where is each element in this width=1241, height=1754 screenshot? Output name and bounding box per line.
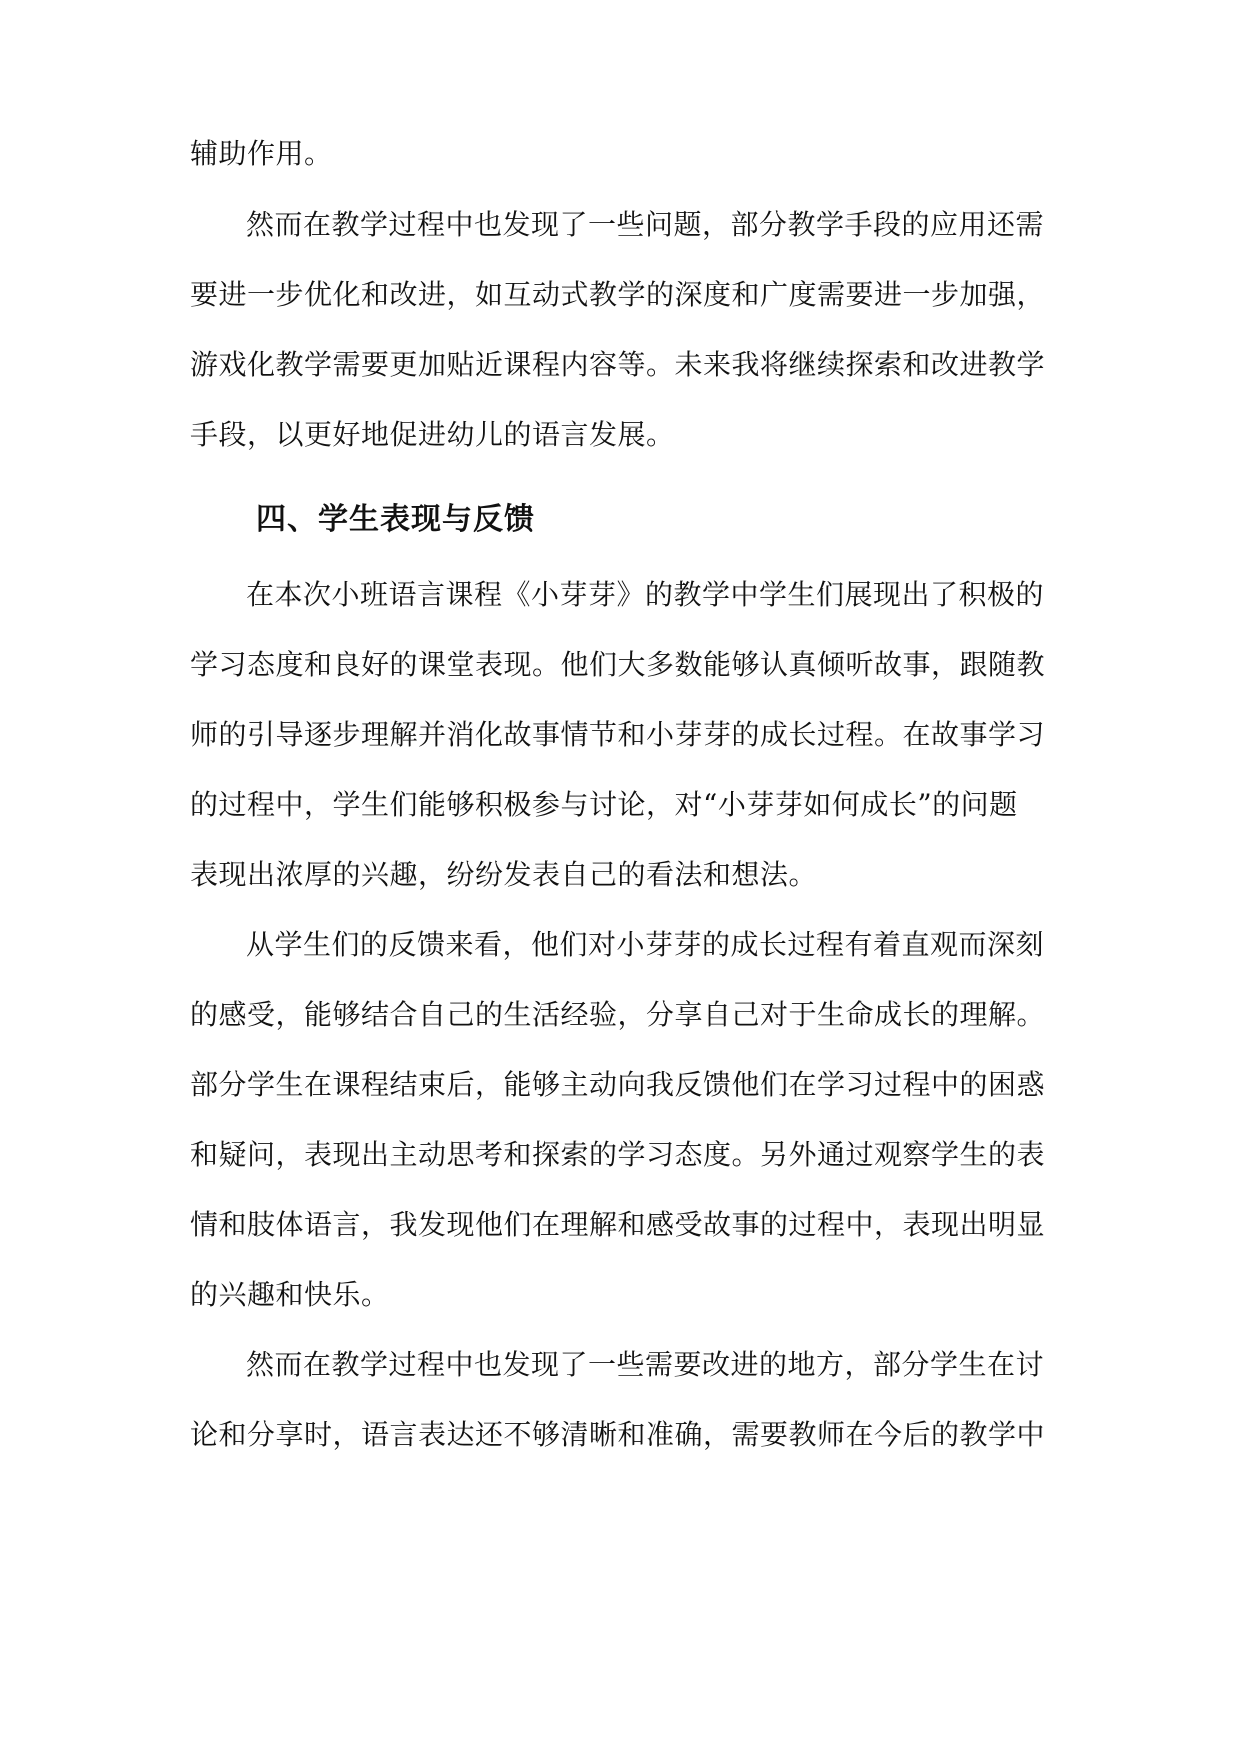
paragraph-line: 从学生们的反馈来看，他们对小芽芽的成长过程有着直观而深刻 xyxy=(246,928,1045,961)
paragraph-line: 师的引导逐步理解并消化故事情节和小芽芽的成长过程。在故事学习 xyxy=(190,718,1046,751)
paragraph-line: 辅助作用。 xyxy=(190,137,333,170)
paragraph-line: 然而在教学过程中也发现了一些问题，部分教学手段的应用还需 xyxy=(246,208,1045,241)
paragraph-line: 的过程中，学生们能够积极参与讨论，对“小芽芽如何成长”的问题 xyxy=(190,788,1018,821)
paragraph-line: 游戏化教学需要更加贴近课程内容等。未来我将继续探索和改进教学 xyxy=(190,348,1046,381)
paragraph-line: 部分学生在课程结束后，能够主动向我反馈他们在学习过程中的困惑 xyxy=(190,1068,1046,1101)
paragraph-line: 和疑问，表现出主动思考和探索的学习态度。另外通过观察学生的表 xyxy=(190,1138,1046,1171)
paragraph-line: 手段，以更好地促进幼儿的语言发展。 xyxy=(190,418,675,451)
paragraph-line: 的感受，能够结合自己的生活经验，分享自己对于生命成长的理解。 xyxy=(190,998,1046,1031)
paragraph-line: 在本次小班语言课程《小芽芽》的教学中学生们展现出了积极的 xyxy=(246,578,1045,611)
paragraph-line: 情和肢体语言，我发现他们在理解和感受故事的过程中，表现出明显 xyxy=(190,1208,1046,1241)
paragraph-line: 然而在教学过程中也发现了一些需要改进的地方，部分学生在讨 xyxy=(246,1348,1045,1381)
paragraph-line: 的兴趣和快乐。 xyxy=(190,1278,390,1311)
paragraph-line: 表现出浓厚的兴趣，纷纷发表自己的看法和想法。 xyxy=(190,858,818,891)
paragraph-line: 论和分享时，语言表达还不够清晰和准确，需要教师在今后的教学中 xyxy=(190,1418,1046,1451)
paragraph-line: 要进一步优化和改进，如互动式教学的深度和广度需要进一步加强， xyxy=(190,278,1046,311)
section-heading: 四、学生表现与反馈 xyxy=(256,502,535,537)
paragraph-line: 学习态度和良好的课堂表现。他们大多数能够认真倾听故事，跟随教 xyxy=(190,648,1046,681)
